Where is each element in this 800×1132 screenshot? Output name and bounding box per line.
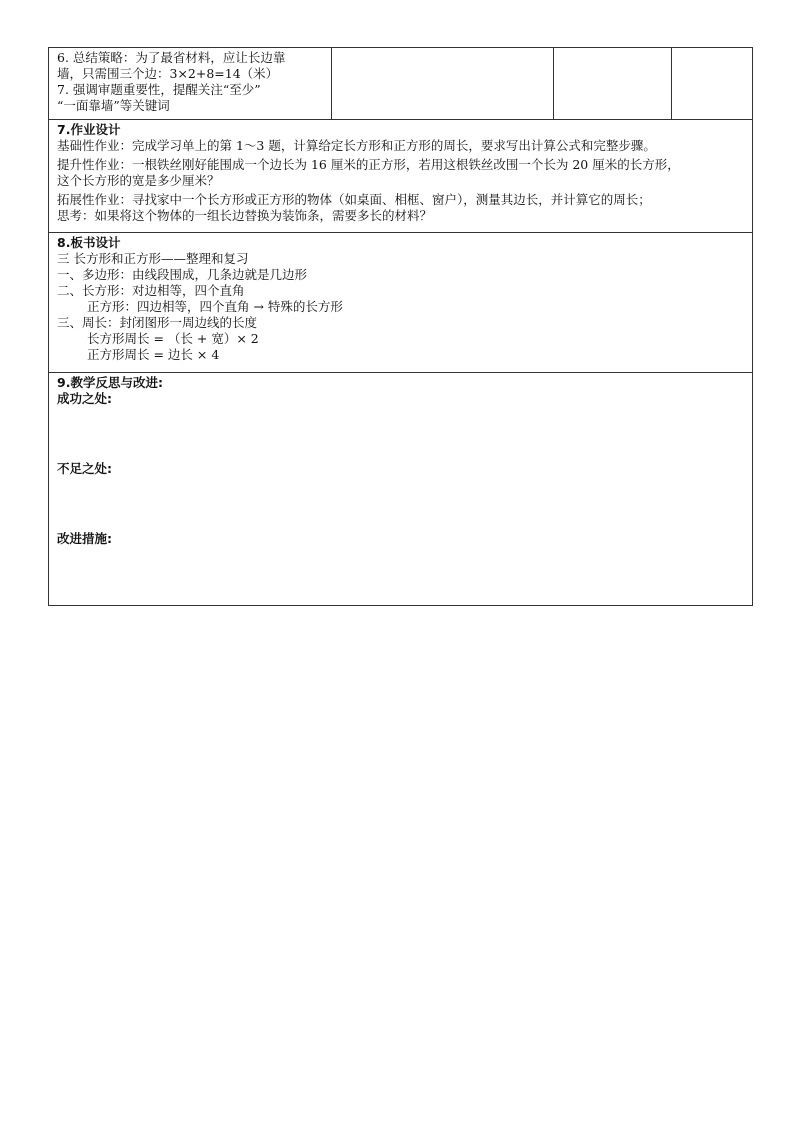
reflection-cell [49,373,753,606]
homework-cell [49,120,753,233]
board-line: 三 长方形和正方形——整理和复习 [57,251,249,266]
strategy-cell [49,48,332,120]
homework-improve: 提升性作业：一根铁丝刚好能围成一个边长为 16 厘米的正方形，若用这根铁丝改围一个长为 20 厘米的长方形， [57,157,680,172]
reflection-success-space [57,407,746,461]
strategy-line: 6. 总结策略：为了最省材料，应让长边靠 [57,50,286,65]
strategy-line: “一面靠墙”等关键词 [57,98,170,113]
strategy-row [49,48,753,120]
homework-extend-cont: 思考：如果将这个物体的一组长边替换为装饰条，需要多长的材料？ [57,208,433,223]
board-rect-formula: 长方形周长 = （长 + 宽）× 2 [87,331,259,346]
homework-title: 7.作业设计 [57,122,121,137]
strategy-line: 7. 强调审题重要性，提醒关注“至少” [57,82,261,97]
board-cell [49,233,753,373]
strategy-line: 墙，只需围三个边：3×2+8=14（米） [57,66,279,81]
board-line: 一、多边形：由线段围成，几条边就是几边形 [57,267,308,282]
homework-improve-cont: 这个长方形的宽是多少厘米？ [57,173,220,188]
board-title: 8.板书设计 [57,235,121,250]
reflection-shortcoming-space [57,477,746,531]
empty-cell [332,48,554,120]
board-perimeter: 三、周长：封闭图形一周边线的长度 [57,315,258,330]
homework-row [49,120,753,233]
reflection-title: 9.教学反思与改进: [57,375,163,390]
homework-basic: 基础性作业：完成学习单上的第 1～3 题，计算给定长方形和正方形的周长，要求写出计算公式和完整步骤。 [57,138,656,153]
reflection-shortcoming-label: 不足之处: [57,461,112,476]
empty-cell [672,48,753,120]
reflection-improvement-label: 改进措施: [57,531,112,546]
homework-extend: 拓展性作业：寻找家中一个长方形或正方形的物体（如桌面、相框、窗户），测量其边长，并计算它的周长； [57,192,651,207]
lesson-plan-table [48,47,753,606]
board-row [49,233,753,373]
reflection-success-label: 成功之处: [57,391,112,406]
empty-cell [554,48,672,120]
board-square: 正方形：四边相等，四个直角 → 特殊的长方形 [87,299,343,314]
board-line: 二、长方形：对边相等，四个直角 [57,283,245,298]
board-square-formula: 正方形周长 = 边长 × 4 [87,347,220,362]
reflection-row [49,373,753,606]
